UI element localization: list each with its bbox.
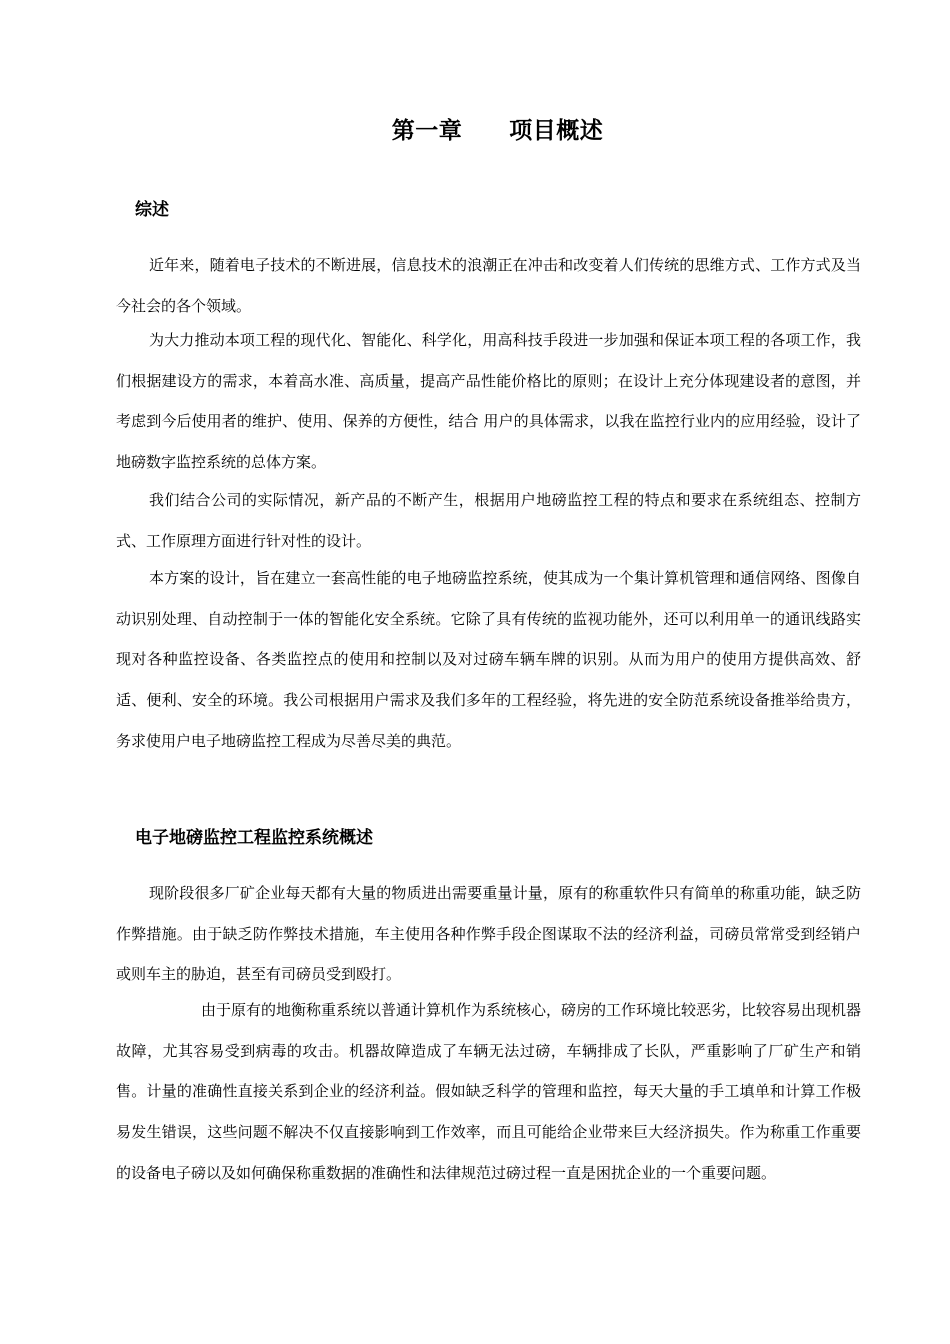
paragraph: 现阶段很多厂矿企业每天都有大量的物质进出需要重量计量，原有的称重软件只有简单的称重功能，缺乏防作弊措施。由于缺乏防作弊技术措施，车主使用各种作弊手段企图谋取不法的经济利益，司磅员常常受到经销户或则车主的胁迫，甚至有司磅员受到殴打。	[116, 884, 861, 984]
section-heading-system-overview: 电子地磅监控工程监控系统概述	[135, 828, 373, 848]
paragraph: 近年来，随着电子技术的不断进展，信息技术的浪潮正在冲击和改变着人们传统的思维方式、工作方式及当今社会的各个领域。	[116, 256, 861, 315]
paragraph: 由于原有的地衡称重系统以普通计算机作为系统核心，磅房的工作环境比较恶劣，比较容易出现机器故障，尤其容易受到病毒的攻击。机器故障造成了车辆无法过磅，车辆排成了长队，严重影响了厂矿生产和销售。计量的准确性直接关系到企业的经济利益。假如缺乏科学的管理和监控，每天大量的手工填单和计算工作极易发生错误，这些问题不解决不仅直接影响到工作效率，而且可能给企业带来巨大经济损失。作为称重工作重要的设备电子磅以及如何确保称重数据的准确性和法律规范过磅过程一直是困扰企业的一个重要问题。	[116, 1001, 862, 1182]
paragraph: 本方案的设计，旨在建立一套高性能的电子地磅监控系统，使其成为一个集计算机管理和通信网络、图像自动识别处理、自动控制于一体的智能化安全系统。它除了具有传统的监视功能外，还可以利用单一的通讯线路实现对各种监控设备、各类监控点的使用和控制以及对过磅车辆车牌的识别。从而为用户的使用方提供高效、舒适、便利、安全的环境。我公司根据用户需求及我们多年的工程经验，将先进的安全防范系统设备推举给贵方，务求使用户电子地磅监控工程成为尽善尽美的典范。	[116, 569, 861, 750]
paragraph: 我们结合公司的实际情况，新产品的不断产生，根据用户地磅监控工程的特点和要求在系统组态、控制方式、工作原理方面进行针对性的设计。	[116, 491, 861, 550]
paragraph: 为大力推动本项工程的现代化、智能化、科学化，用高科技手段进一步加强和保证本项工程的各项工作，我们根据建设方的需求，本着高水准、高质量，提高产品性能价格比的原则；在设计上充分体现建设者的意图，并考虑到今后使用者的维护、使用、保养的方便性，结合 用户的具体需求，以我在监控行业内的应用经验，设计了地磅数字监控系统的总体方案。	[116, 331, 861, 472]
section-heading-overview: 综述	[135, 200, 169, 220]
chapter-title: 第一章 项目概述	[391, 118, 604, 144]
